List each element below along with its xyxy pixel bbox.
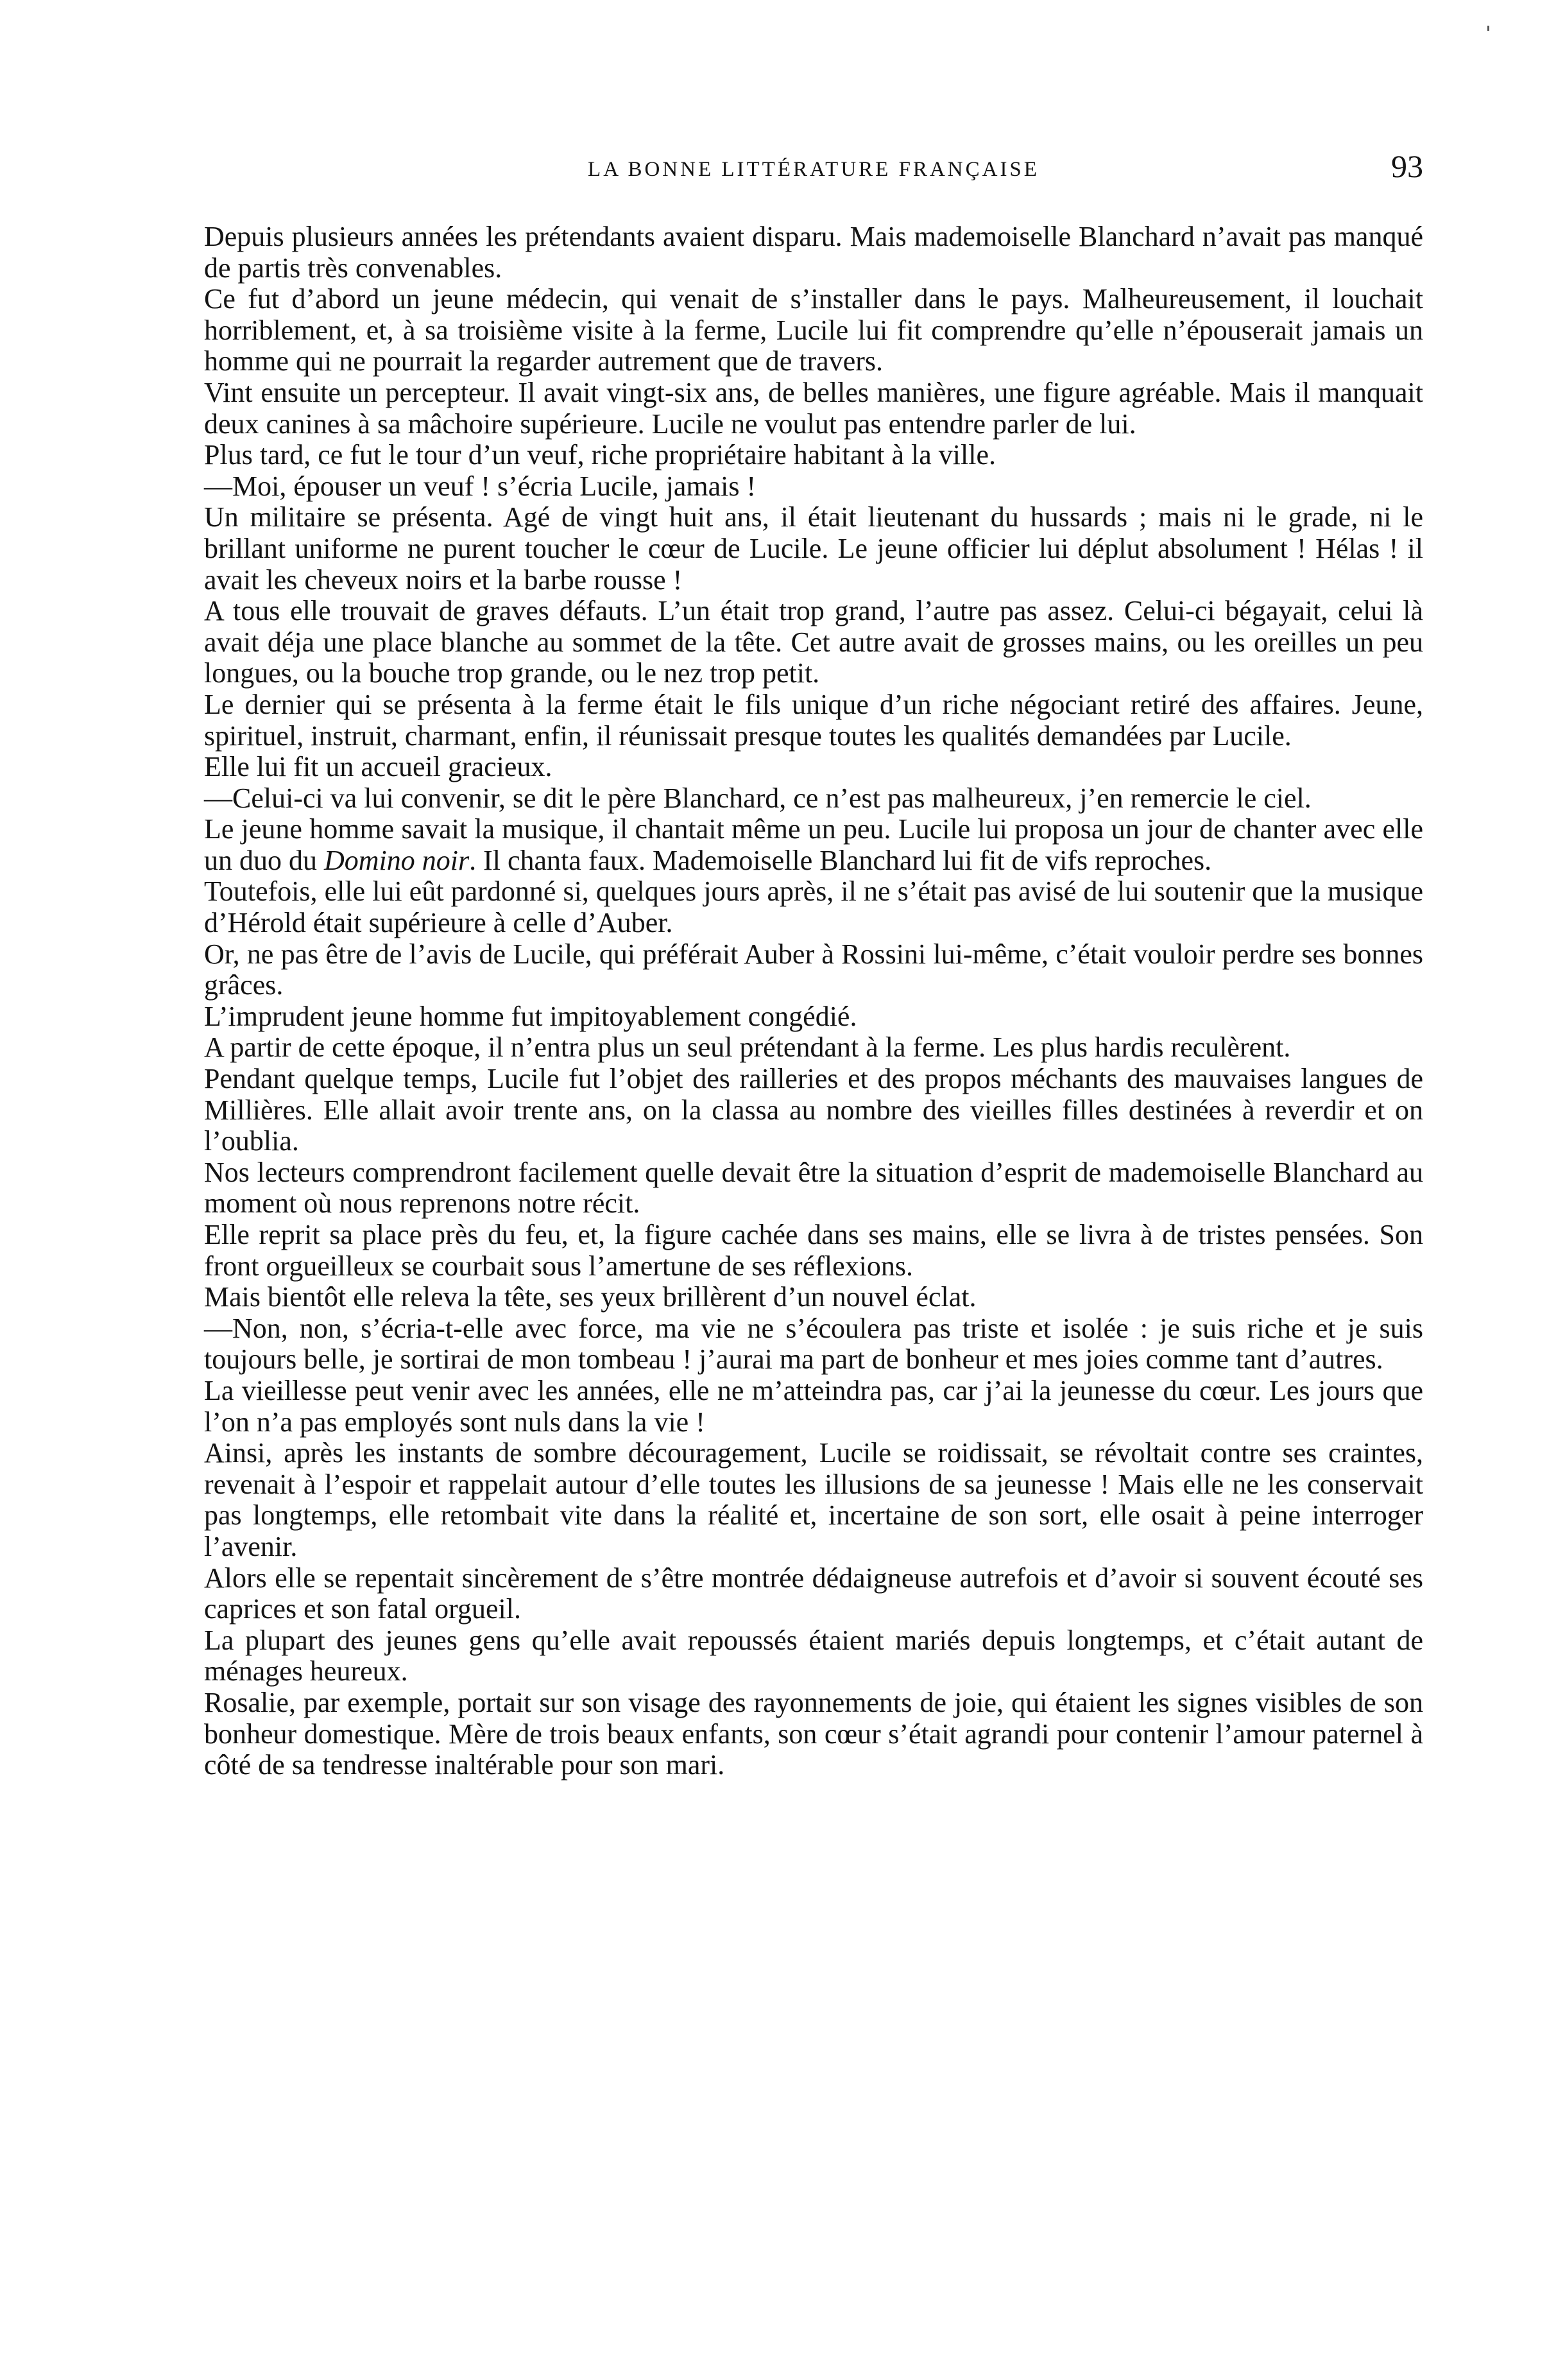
- paragraph: Le dernier qui se présenta à la ferme était le fils unique d’un riche négociant retiré des affaires. Jeune, spirituel, instruit, charmant, enfin, il réunissait presque toutes les qualités demandées par Lucile.: [204, 688, 1423, 752]
- scan-speck: [1487, 26, 1489, 31]
- paragraph: La plupart des jeunes gens qu’elle avait repoussés étaient mariés depuis longtemps, et c’était autant de ménages heureux.: [204, 1624, 1423, 1687]
- paragraph: Elle lui fit un accueil gracieux.: [204, 751, 552, 783]
- paragraph: Plus tard, ce fut le tour d’un veuf, riche propriétaire habitant à la ville.: [204, 439, 996, 471]
- paragraph: Elle reprit sa place près du feu, et, la figure cachée dans ses mains, elle se livra à de tristes pensées. Son front orgueilleux se courbait sous l’amertune de ses réflexions.: [204, 1219, 1423, 1282]
- paragraph: Nos lecteurs comprendront facilement quelle devait être la situation d’esprit de mademoiselle Blanchard au moment où nous reprenons notre récit.: [204, 1156, 1423, 1220]
- paragraph: Alors elle se repentait sincèrement de s’être montrée dédaigneuse autrefois et d’avoir si souvent écouté ses caprices et son fatal orgueil.: [204, 1562, 1423, 1625]
- paragraph: Vint ensuite un percepteur. Il avait vingt-six ans, de belles manières, une figure agréable. Mais il manquait deux canines à sa mâchoire supérieure. Lucile ne voulut pas entendre parler de lui.: [204, 376, 1423, 440]
- paragraph: Ce fut d’abord un jeune médecin, qui venait de s’installer dans le pays. Malheureusement, il louchait horriblement, et, à sa troisième visite à la ferme, Lucile lui fit comprendre qu’elle n’épouserait jamais un homme qui ne pourrait la regarder autrement que de travers.: [204, 283, 1423, 377]
- text-run: . Il chanta faux. Mademoiselle Blanchard lui fit de vifs reproches.: [469, 844, 1212, 876]
- paragraph: Un militaire se présenta. Agé de vingt huit ans, il était lieutenant du hussards ; mais ni le grade, ni le brillant uniforme ne purent toucher le cœur de Lucile. Le jeune officier lui déplut absolument ! Hélas ! il avait les cheveux noirs et la barbe rousse !: [204, 501, 1423, 596]
- page-header: [204, 148, 1423, 199]
- paragraph: A partir de cette époque, il n’entra plus un seul prétendant à la ferme. Les plus hardis reculèrent.: [204, 1031, 1291, 1064]
- running-title: LA BONNE LITTÉRATURE FRANÇAISE: [588, 158, 1039, 181]
- opera-title: Domino noir: [324, 844, 470, 876]
- paragraph: Rosalie, par exemple, portait sur son visage des rayonnements de joie, qui étaient les signes visibles de son bonheur domestique. Mère de trois beaux enfants, son cœur s’était agrandi pour contenir l’amour paternel à côté de sa tendresse inaltérable pour son mari.: [204, 1686, 1423, 1781]
- paragraph: —Celui-ci va lui convenir, se dit le père Blanchard, ce n’est pas malheureux, j’en remercie le ciel.: [204, 782, 1312, 814]
- text-run: Le jeune homme savait la musique, il chantait même un peu. Lucile lui proposa un jour de chanter avec elle un duo du: [204, 813, 1423, 876]
- paragraph: La vieillesse peut venir avec les années, elle ne m’atteindra pas, car j’ai la jeunesse du cœur. Les jours que l’on n’a pas employés sont nuls dans la vie !: [204, 1374, 1423, 1438]
- paragraph: L’imprudent jeune homme fut impitoyablement congédié.: [204, 1000, 857, 1032]
- paragraph: Toutefois, elle lui eût pardonné si, quelques jours après, il ne s’était pas avisé de lui soutenir que la musique d’Hérold était supérieure à celle d’Auber.: [204, 875, 1423, 939]
- paragraph: Or, ne pas être de l’avis de Lucile, qui préférait Auber à Rossini lui-même, c’était vouloir perdre ses bonnes grâces.: [204, 938, 1423, 1001]
- paragraph: Ainsi, après les instants de sombre découragement, Lucile se roidissait, se révoltait contre ses craintes, revenait à l’espoir et rappelait autour d’elle toutes les illusions de sa jeunesse ! Mais elle ne les conservait pas longtemps, elle retombait vite dans la réalité et, incertaine de son sort, elle osait à peine interroger l’avenir.: [204, 1437, 1423, 1562]
- paragraph: A tous elle trouvait de graves défauts. L’un était trop grand, l’autre pas assez. Celui-ci bégayait, celui là avait déja une place blanche au sommet de la tête. Cet autre avait de grosses mains, ou les oreilles un peu longues, ou la bouche trop grande, ou le nez trop petit.: [204, 595, 1423, 689]
- paragraph-with-title: [204, 814, 1423, 876]
- paragraph: —Non, non, s’écria-t-elle avec force, ma vie ne s’écoulera pas triste et isolée : je suis riche et je suis toujours belle, je sortirai de mon tombeau ! j’aurai ma part de bonheur et mes joies comme tant d’autres.: [204, 1312, 1423, 1375]
- paragraph: Depuis plusieurs années les prétendants avaient disparu. Mais mademoiselle Blanchard n’avait pas manqué de partis très convenables.: [204, 221, 1423, 284]
- paragraph: Mais bientôt elle releva la tête, ses yeux brillèrent d’un nouvel éclat.: [204, 1281, 977, 1313]
- page-number: 93: [1391, 148, 1423, 184]
- body-text: [204, 221, 1423, 1781]
- paragraph: Pendant quelque temps, Lucile fut l’objet des railleries et des propos méchants des mauvaises langues de Millières. Elle allait avoir trente ans, on la classa au nombre des vieilles filles destinées à reverdir et on l’oublia.: [204, 1063, 1423, 1157]
- paragraph: —Moi, épouser un veuf ! s’écria Lucile, jamais !: [204, 470, 757, 502]
